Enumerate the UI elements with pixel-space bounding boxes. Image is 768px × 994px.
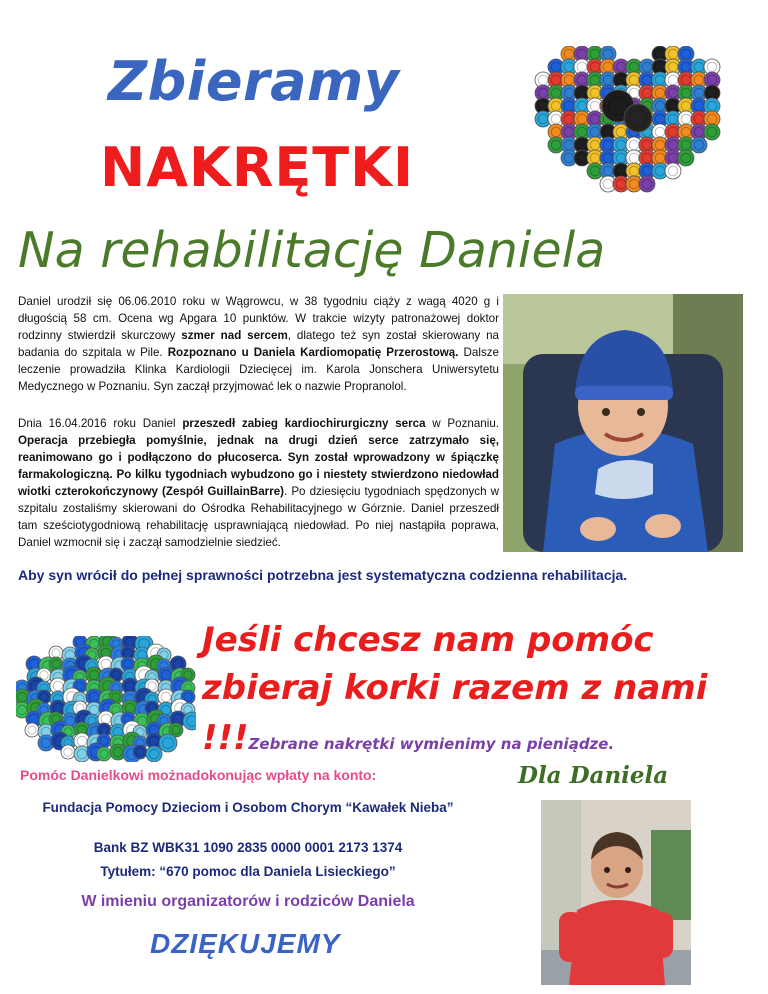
appeal-line-3: !!!Zebrane nakrętki wymienimy na pieniądze.: [202, 718, 615, 758]
title-zbieramy: Zbieramy: [108, 50, 400, 113]
story-paragraph-2: Dnia 16.04.2016 roku Daniel przeszedł zabieg kardiochirurgiczny serca w Poznaniu. Operacja przebiegła pomyślnie, jednak na drugi dzień serce zatrzymało się, reanimowano go i podłączono do płucoserca. Syn został wprowadzony w śpiączkę farmakologiczną. Po kilku tygodniach wybudzono go i niestety stwierdzono niedowład wiotki czterokończynowy (Zespół GuillainBarre). Po dziesięciu tygodniach spędzonych w szpitalu zostaliśmy skierowani do Ośrodka Rehabilitacyjnego w Górznie. Daniel przeszedł tam sześciotygodniową rehabilitację usprawniającą niedowład. Po niej nastąpiła poprawa, Daniel wzmocnił się i zaczął samodzielnie siedzieć.: [18, 417, 499, 549]
appeal-line-2: zbieraj korki razem z nami: [202, 668, 708, 708]
organizers-signature: W imieniu organizatorów i rodziców Daniela: [81, 893, 415, 910]
subtitle-rehabilitacja: Na rehabilitację Daniela: [18, 222, 606, 279]
story-paragraph-1: Daniel urodził się 06.06.2010 roku w Wągrowcu, w 38 tygodniu ciąży z wagą 4020 g i długością 58 cm. Ocena wg Apgara 10 punktów. W trakcie wizyty patronażowej doktor rodzinny stwierdził skurczowy szmer nad sercem, dlatego też syn został skierowany na badania do szpitala w Pile. Rozpoznano u Daniela Kardiomopatię Przerostową. Dalsze leczenie prowadziła Klinka Kardiologii Dziecięcej im. Karola Jonschera Uniwersytetu Medycznego w Poznaniu. Syn zaczął przyjmować lek o nazwie Propranolol.: [18, 295, 500, 393]
appeal-line-1: Jeśli chcesz nam pomóc: [202, 620, 654, 660]
thank-you-text: DZIĘKUJEMY: [150, 928, 341, 959]
daniel-photo-bottom: [541, 800, 691, 985]
transfer-title: Tytułem: “670 pomoc dla Daniela Lisieckiego”: [100, 864, 396, 879]
bottle-caps-pile-image: [16, 636, 196, 762]
daniel-photo-top: [503, 294, 743, 552]
exchange-note: Zebrane nakrętki wymienimy na pieniądze.: [248, 735, 615, 753]
donation-account-label: Pomóc Danielkowi możnadokonując wpłaty na konto:: [20, 767, 377, 783]
bank-account-number: Bank BZ WBK31 1090 2835 0000 0001 2173 1374: [93, 840, 403, 855]
foundation-name: Fundacja Pomocy Dzieciom i Osobom Chorym “Kawałek Nieba”: [42, 800, 454, 815]
bottle-caps-heart-image: [518, 46, 728, 206]
title-nakretki: NAKRĘTKI: [100, 136, 415, 199]
rehabilitation-need-text: Aby syn wrócił do pełnej sprawności potrzebna jest systematyczna codzienna rehabilitacja.: [18, 567, 628, 583]
dla-daniela-heading: Dla Daniela: [518, 762, 669, 789]
